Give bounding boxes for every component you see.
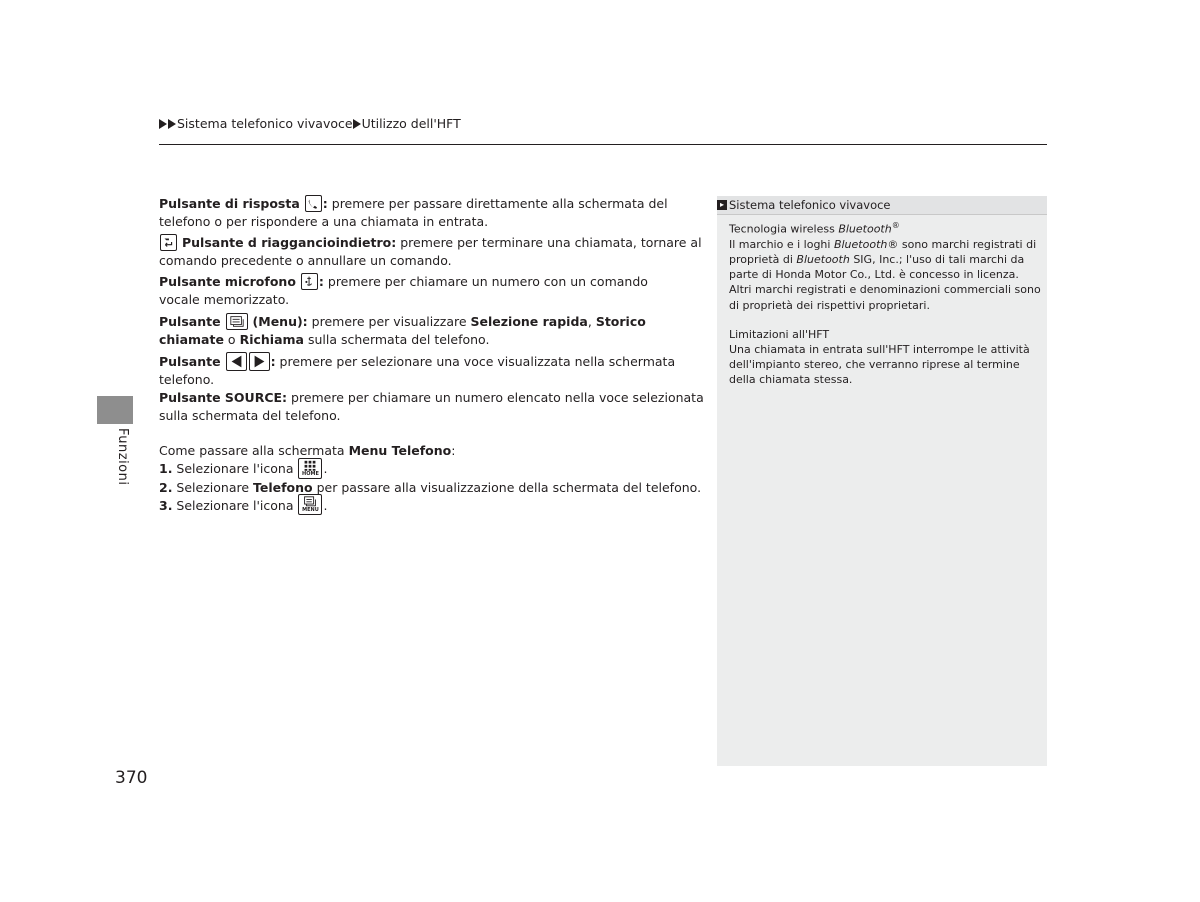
home-caption: HOME xyxy=(302,470,319,477)
menu-icon xyxy=(298,494,322,515)
menu-label2: (Menu): xyxy=(252,314,308,329)
menu-caption: MENU xyxy=(302,507,319,513)
mic-text1: premere per chiamare un numero con un comando xyxy=(323,274,648,289)
notes-title: Sistema telefonico vivavoce xyxy=(729,198,891,212)
header-rule xyxy=(159,144,1047,145)
breadcrumb-arrow-icon xyxy=(353,119,361,129)
step-3 xyxy=(159,497,704,516)
sidebar-tab xyxy=(97,396,133,424)
hangup-text: premere per terminare una chiamata, tornare al comando precedente o annullare un comando. xyxy=(159,235,702,268)
step-number: 2. xyxy=(159,479,173,495)
mic-colon: : xyxy=(318,274,324,289)
source-label: Pulsante SOURCE: xyxy=(159,390,288,405)
notes-italic: Bluetooth xyxy=(796,253,850,267)
notes-header xyxy=(717,196,1047,215)
section-label: Funzioni xyxy=(115,428,130,486)
answer-label: Pulsante di risposta xyxy=(159,196,300,211)
answer-text: premere per passare direttamente alla schermata del telefono o per rispondere a una chiamata in entrata. xyxy=(159,196,668,229)
answer-paragraph xyxy=(159,195,704,231)
notes-subtitle: Limitazioni all'HFT xyxy=(729,327,830,341)
howto-colon: : xyxy=(451,443,456,458)
notes-text: SIG, Inc.; l'uso di tali marchi da parte di Honda Motor Co., Ltd. è concesso in licenza. Altri marchi registrati e denominazioni commerciali sono di proprietà dei rispettivi proprietari. xyxy=(729,253,1041,312)
arrows-colon: : xyxy=(270,354,276,369)
breadcrumb-arrow-icon xyxy=(159,119,167,129)
page-number: 370 xyxy=(115,768,148,788)
notes-text: ® sono marchi registrati di proprietà di xyxy=(729,237,1037,267)
step-bold: Telefono xyxy=(253,479,313,495)
hangup-paragraph xyxy=(159,234,704,270)
step-text: Selezionare l'icona xyxy=(172,497,298,513)
step-number: 3. xyxy=(159,497,173,513)
howto-intro-text: Come passare alla schermata xyxy=(159,443,349,458)
notes-body xyxy=(729,218,1041,388)
notes-paragraph xyxy=(729,237,1041,313)
notes-panel xyxy=(717,196,1047,766)
menu-call-history: Storico chiamate xyxy=(159,314,646,347)
mic-paragraph xyxy=(159,273,704,309)
back-hangup-icon xyxy=(160,234,177,251)
arrows-label: Pulsante xyxy=(159,354,221,369)
breadcrumb-level2[interactable]: Utilizzo dell'HFT xyxy=(361,116,461,131)
notes-italic: Bluetooth xyxy=(838,222,892,236)
howto-intro xyxy=(159,442,704,460)
left-arrow-icon xyxy=(226,352,247,371)
step-end: . xyxy=(323,461,328,476)
menu-speed-dial: Selezione rapida xyxy=(470,314,588,329)
notes-gap xyxy=(729,313,1041,327)
spacer xyxy=(159,428,704,442)
menu-icon xyxy=(226,313,248,330)
step-number: 1. xyxy=(159,461,173,476)
source-paragraph xyxy=(159,389,704,425)
home-icon xyxy=(298,458,322,479)
mic-label: Pulsante microfono xyxy=(159,274,296,289)
menu-or: o xyxy=(223,332,240,347)
notes-text: Tecnologia wireless xyxy=(729,222,839,236)
menu-label: Pulsante xyxy=(159,314,221,329)
menu-comma: , xyxy=(587,314,596,329)
breadcrumb-level1[interactable]: Sistema telefonico vivavoce xyxy=(177,116,353,131)
breadcrumb-arrow-icon xyxy=(168,119,176,129)
phone-answer-icon xyxy=(305,195,322,212)
hangup-label: Pulsante d riaggancioindietro: xyxy=(181,235,397,250)
answer-colon: : xyxy=(322,196,328,211)
mic-text2: vocale memorizzato. xyxy=(159,292,290,307)
notes-italic: Bluetooth xyxy=(833,237,888,251)
notes-text: Il marchio e i loghi xyxy=(729,237,834,251)
step-2 xyxy=(159,479,704,497)
right-arrow-icon xyxy=(249,352,270,371)
notes-line xyxy=(729,218,1041,237)
step-text: Selezionare xyxy=(172,479,254,495)
main-content xyxy=(159,195,704,515)
arrows-text: premere per selezionare una voce visualizzata nella schermata telefono. xyxy=(159,354,676,387)
breadcrumb xyxy=(159,116,461,131)
step-1 xyxy=(159,460,704,479)
menu-paragraph xyxy=(159,313,704,349)
microphone-icon xyxy=(301,273,318,290)
notes-reg: ® xyxy=(891,221,900,230)
arrows-paragraph xyxy=(159,353,704,389)
step-end: . xyxy=(323,497,328,513)
menu-text2: sulla schermata del telefono. xyxy=(303,332,490,347)
howto-target: Menu Telefono xyxy=(348,443,452,458)
menu-text1: premere per visualizzare xyxy=(307,314,471,329)
note-marker-icon: ▸ xyxy=(717,200,727,210)
source-text: premere per chiamare un numero elencato nella voce selezionata sulla schermata del telefono. xyxy=(159,390,704,423)
step-text2: per passare alla visualizzazione della schermata del telefono. xyxy=(312,479,702,495)
step-text: Selezionare l'icona xyxy=(172,461,298,476)
notes-paragraph: Una chiamata in entrata sull'HFT interrompe le attività dell'impianto stereo, che verranno riprese al termine della chiamata stessa. xyxy=(729,343,1030,387)
menu-redial: Richiama xyxy=(239,332,304,347)
